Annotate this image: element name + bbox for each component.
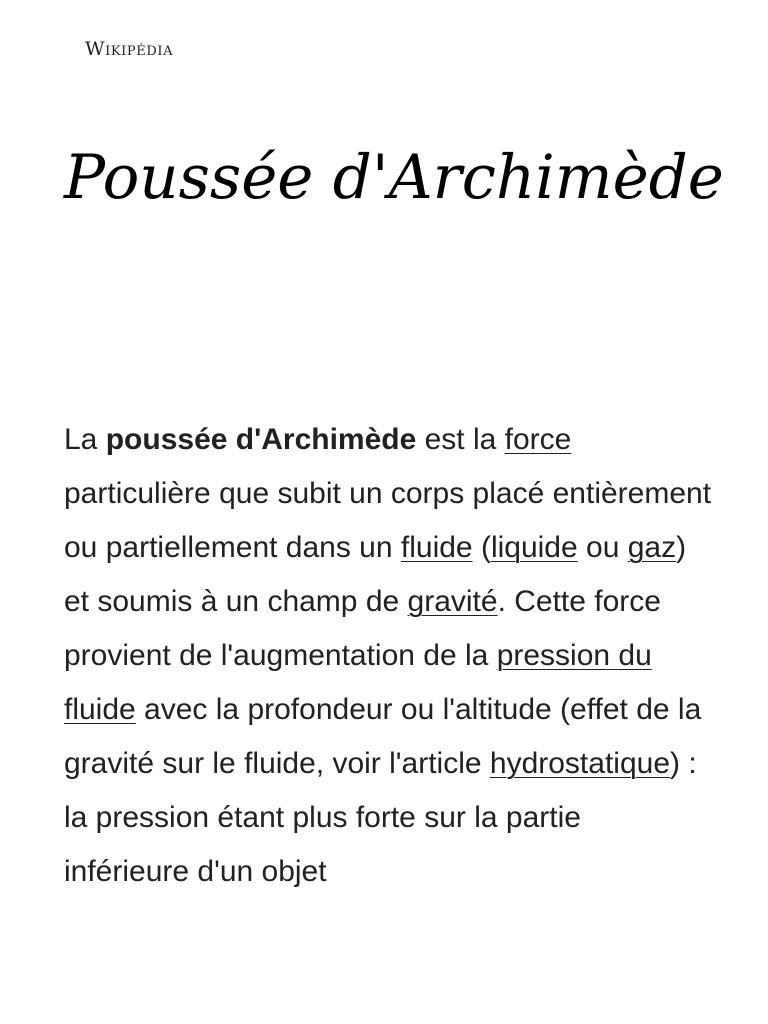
link-force[interactable]: force (504, 423, 572, 456)
wikipedia-wordmark[interactable]: Wikipédia (85, 38, 174, 60)
intro-text: avec la profondeur ou l'altitude (effet de la gravité sur le fluide, voir l'article (64, 693, 702, 780)
link-hydrostatique[interactable]: hydrostatique (489, 747, 671, 780)
link-gravite[interactable]: gravité (407, 585, 498, 618)
intro-text: ( (472, 531, 491, 564)
intro-text: particulière que subit un corps placé entièrement ou partiellement dans un (64, 477, 712, 564)
link-liquide[interactable]: liquide (490, 531, 578, 564)
intro-text: ) et soumis à un champ de (64, 531, 687, 618)
bold-term: poussée d'Archimède (105, 423, 417, 456)
link-pression-du-fluide[interactable]: pression du fluide (64, 639, 652, 726)
intro-text: est la (416, 423, 505, 456)
link-fluide[interactable]: fluide (400, 531, 473, 564)
link-gaz[interactable]: gaz (627, 531, 677, 564)
intro-text: La (64, 423, 106, 456)
intro-text: ) : la pression étant plus forte sur la partie inférieure d'un objet (64, 747, 697, 888)
article-intro-paragraph (64, 413, 714, 899)
intro-text: . Cette force provient de l'augmentation de la (64, 585, 661, 672)
intro-text: ou (577, 531, 628, 564)
page-title: Poussée d'Archimède (64, 142, 724, 213)
